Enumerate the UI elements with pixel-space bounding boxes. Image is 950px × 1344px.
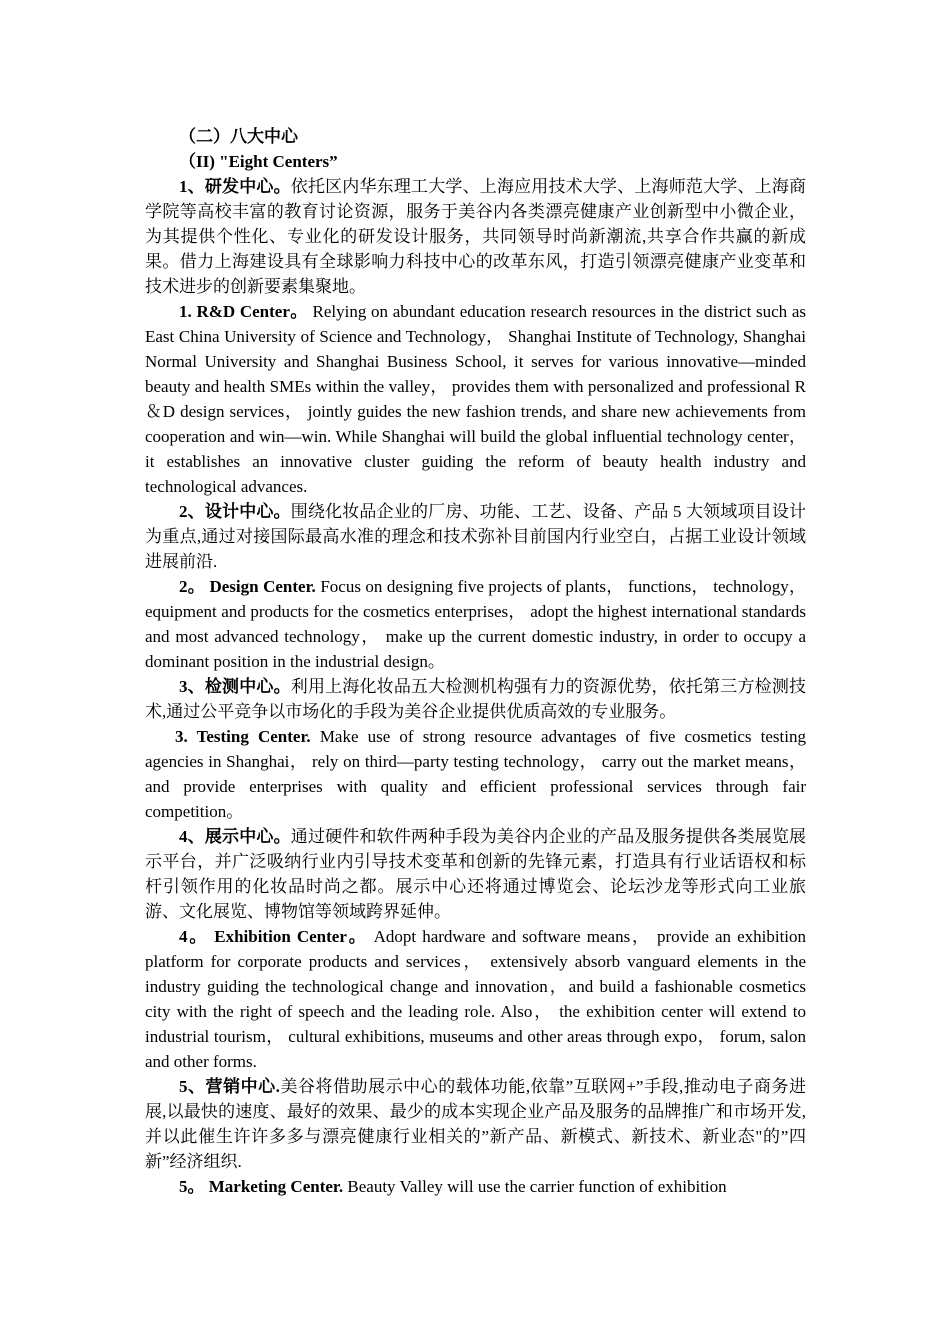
paragraph-testing-cn: [145, 674, 806, 724]
section-title-cn: （二）八大中心: [179, 127, 298, 146]
document-page: [145, 124, 806, 1199]
paragraph-text: 依托区内华东理工大学、上海应用技术大学、上海师范大学、上海商学院等高校丰富的教育讨论资源，服务于美谷内各类漂亮健康产业创新型中小微企业，为其提供个性化、专业化的研发设计服务，共同领导时尚新潮流,共享合作共赢的新成果。借力上海建设具有全球影响力科技中心的改革东风，打造引领漂亮健康产业变革和技术进步的创新要素集聚地。: [145, 177, 807, 296]
paragraph-exhibition-en: [145, 924, 806, 1074]
paragraph-label: 5。 Marketing Center.: [179, 1177, 344, 1196]
paragraph-marketing-en: [145, 1174, 806, 1199]
paragraph-label: 4。 Exhibition Center。: [179, 927, 368, 946]
paragraph-text: Beauty Valley will use the carrier function of exhibition: [347, 1177, 727, 1196]
paragraph-label: 1. R&D Center。: [179, 302, 308, 321]
paragraph-label: 5、营销中心.: [179, 1077, 280, 1096]
paragraph-marketing-cn: [145, 1074, 806, 1174]
paragraph-text: Focus on designing five projects of plants， functions， technology， equipment and products for the cosmetics enterprises， adopt the highest international standards and most advanced technology， make up the current domestic industry, in order to occupy a dominant position in the industrial design。: [145, 577, 807, 671]
paragraph-design-cn: [145, 499, 806, 574]
paragraph-text: Relying on abundant education research resources in the district such as East China University of Science and Technology， Shanghai Institute of Technology, Shanghai Normal University and Shanghai Business School, it serves for various innovative—minded beauty and health SMEs within the valley， provides them with personalized and professional R＆D design services， jointly guides the new fashion trends, and share new achievements from cooperation and win—win. While Shanghai will build the global influential technology center， it establishes an innovative cluster guiding the reform of beauty health industry and technological advances.: [145, 302, 806, 496]
paragraph-label: 3、检测中心。: [179, 677, 291, 696]
paragraph-testing-en: [145, 724, 806, 824]
paragraph-exhibition-cn: [145, 824, 806, 924]
section-title-en: （II) "Eight Centers”: [179, 152, 338, 171]
paragraph-label: 1、研发中心。: [179, 177, 291, 196]
paragraph-text: Adopt hardware and software means， provide an exhibition platform for corporate products and services， extensively absorb vanguard elements in the industry guiding the technological change and innovation，and build a fashionable cosmetics city with the right of speech and the leading role. Also， the exhibition center will extend to industrial tourism， cultural exhibitions, museums and other areas through expo， forum, salon and other forms.: [145, 927, 807, 1071]
paragraph-rd-cn: [145, 174, 806, 299]
paragraph-text: 通过硬件和软件两种手段为美谷内企业的产品及服务提供各类展览展示平台，并广泛吸纳行业内引导技术变革和创新的先锋元素，打造具有行业话语权和标杆引领作用的化妆品时尚之都。展示中心还将通过博览会、论坛沙龙等形式向工业旅游、文化展览、博物馆等领域跨界延伸。: [145, 827, 807, 921]
paragraph-text: Make use of strong resource advantages of five cosmetics testing agencies in Shanghai， rely on third—party testing technology， carry out the market means， and provide enterprises with quality and efficient professional services through fair competition。: [145, 727, 806, 821]
paragraph-label: 3. Testing Center.: [175, 727, 311, 746]
paragraph-text: 利用上海化妆品五大检测机构强有力的资源优势，依托第三方检测技术,通过公平竞争以市场化的手段为美谷企业提供优质高效的专业服务。: [145, 677, 807, 721]
paragraph-rd-en: [145, 299, 806, 499]
paragraph-text: 美谷将借助展示中心的载体功能,依靠”互联网+”手段,推动电子商务进展,以最快的速度、最好的效果、最少的成本实现企业产品及服务的品牌推广和市场开发,并以此催生许许多多与漂亮健康行业相关的”新产品、新模式、新技术、新业态"的”四新”经济组织.: [145, 1077, 806, 1171]
paragraph-label: 2。 Design Center.: [179, 577, 316, 596]
paragraph-design-en: [145, 574, 806, 674]
paragraph-label: 2、设计中心。: [179, 502, 291, 521]
paragraph-label: 4、展示中心。: [179, 827, 291, 846]
paragraph-text: 围绕化妆品企业的厂房、功能、工艺、设备、产品 5 大领域项目设计为重点,通过对接国际最高水准的理念和技术弥补目前国内行业空白，占据工业设计领域进展前沿.: [145, 502, 807, 571]
